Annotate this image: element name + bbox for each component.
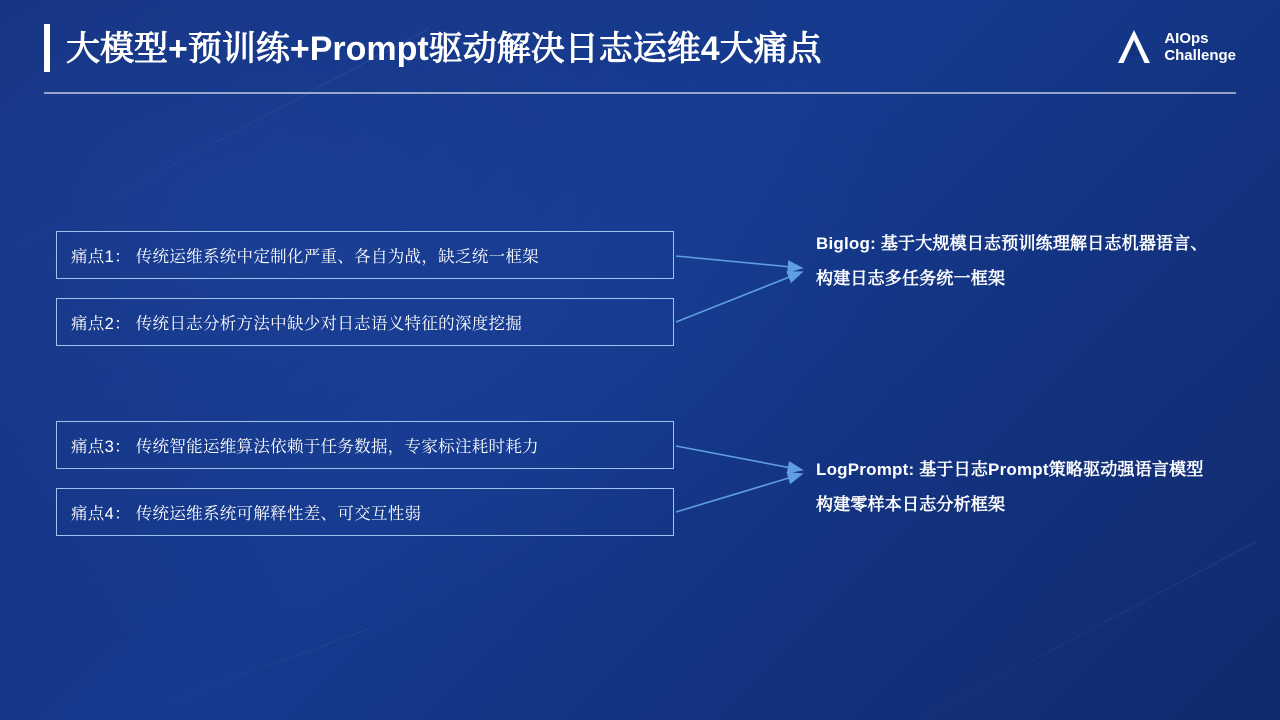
solution-text-biglog: Biglog: 基于大规模日志预训练理解日志机器语言、构建日志多任务统一框架 xyxy=(816,234,1208,288)
logo-line-2: Challenge xyxy=(1164,47,1236,64)
header-divider xyxy=(44,92,1236,94)
pain-point-box-3 xyxy=(56,421,674,469)
pain-point-label-2: 痛点2： 传统日志分析方法中缺少对日志语义特征的深度挖掘 xyxy=(71,315,523,333)
arrow-pain1-to-biglog xyxy=(676,256,802,268)
slide-header xyxy=(0,0,1280,96)
page-title: 大模型+预训练+Prompt驱动解决日志运维4大痛点 xyxy=(66,30,822,68)
arrow-pain3-to-logprompt xyxy=(676,446,802,470)
title-accent-bar xyxy=(44,24,50,72)
pain-point-label-3: 痛点3： 传统智能运维算法依赖于任务数据，专家标注耗时耗力 xyxy=(71,438,539,456)
pain-point-box-4 xyxy=(56,488,674,536)
pain-point-box-2 xyxy=(56,298,674,346)
arrow-pain2-to-biglog xyxy=(676,272,802,322)
pain-point-box-1 xyxy=(56,231,674,279)
decorative-streak xyxy=(31,628,370,720)
decorative-streak xyxy=(884,541,1255,720)
triangle-a-logo-icon xyxy=(1113,26,1155,68)
logo-line-1: AIOps xyxy=(1164,30,1209,47)
arrow-pain4-to-logprompt xyxy=(676,474,802,512)
pain-point-label-4: 痛点4： 传统运维系统可解释性差、可交互性弱 xyxy=(71,505,422,523)
pain-point-label-1: 痛点1： 传统运维系统中定制化严重、各自为战，缺乏统一框架 xyxy=(71,248,539,266)
solution-text-logprompt: LogPrompt: 基于日志Prompt策略驱动强语言模型构建零样本日志分析框架 xyxy=(816,460,1204,514)
aiops-challenge-logo xyxy=(1113,26,1236,68)
logo-text xyxy=(1164,30,1236,64)
